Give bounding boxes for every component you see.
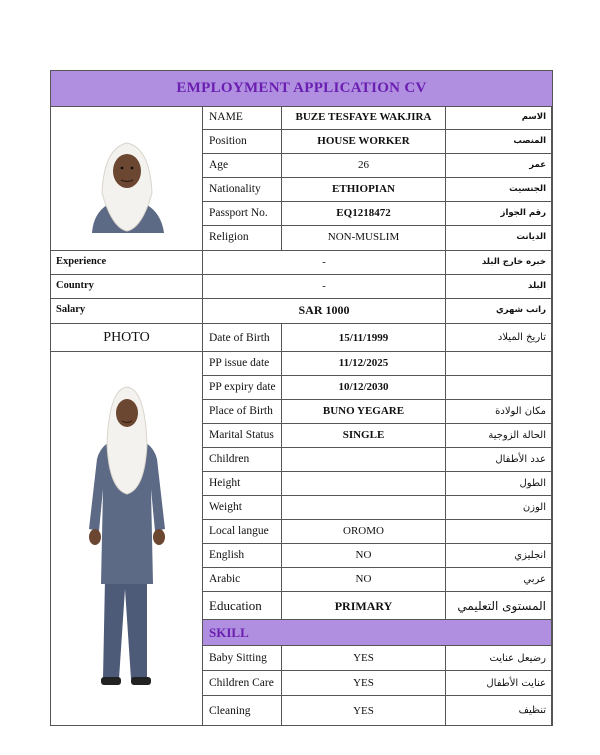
field-arabic-label: الاسم	[446, 106, 552, 130]
skill-label: Children Care	[203, 671, 282, 696]
detail-label: PP issue date	[203, 352, 282, 376]
skill-label: Cleaning	[203, 696, 282, 726]
skill-value: YES	[282, 671, 446, 696]
field-arabic-label: الديانت	[446, 226, 552, 251]
field-arabic-label: الجنسيت	[446, 178, 552, 202]
skill-label: Baby Sitting	[203, 646, 282, 671]
detail-arabic-label: الوزن	[446, 496, 552, 520]
detail-value	[282, 448, 446, 472]
field-label: Age	[203, 154, 282, 178]
country-value: -	[203, 275, 446, 299]
detail-value	[282, 496, 446, 520]
detail-value: OROMO	[282, 520, 446, 544]
detail-label: English	[203, 544, 282, 568]
detail-value: BUNO YEGARE	[282, 400, 446, 424]
country-label: Country	[51, 275, 203, 299]
salary-value: SAR 1000	[203, 299, 446, 324]
field-value: HOUSE WORKER	[282, 130, 446, 154]
experience-value: -	[203, 251, 446, 275]
detail-label: Marital Status	[203, 424, 282, 448]
detail-label: Height	[203, 472, 282, 496]
field-label: Position	[203, 130, 282, 154]
detail-label: Date of Birth	[203, 324, 282, 352]
field-label: Nationality	[203, 178, 282, 202]
detail-value: 11/12/2025	[282, 352, 446, 376]
field-value: BUZE TESFAYE WAKJIRA	[282, 106, 446, 130]
detail-arabic-label: الطول	[446, 472, 552, 496]
experience-arabic: خبره خارج البلد	[446, 251, 552, 275]
field-arabic-label: المنصب	[446, 130, 552, 154]
detail-label: Local langue	[203, 520, 282, 544]
full-body-photo	[67, 379, 187, 699]
field-label: Religion	[203, 226, 282, 251]
salary-label: Salary	[51, 299, 203, 324]
skill-header: SKILL	[203, 620, 552, 646]
detail-label: Place of Birth	[203, 400, 282, 424]
full-body-photo-cell	[51, 352, 203, 726]
detail-value: PRIMARY	[282, 592, 446, 620]
cv-sheet	[50, 70, 553, 726]
headshot-photo	[72, 123, 182, 233]
detail-label: PP expiry date	[203, 376, 282, 400]
detail-value: 10/12/2030	[282, 376, 446, 400]
detail-label: Education	[203, 592, 282, 620]
skill-value: YES	[282, 646, 446, 671]
detail-value: 15/11/1999	[282, 324, 446, 352]
skill-arabic-label: رضيعل عنايت	[446, 646, 552, 671]
detail-arabic-label: تاريخ الميلاد	[446, 324, 552, 352]
headshot-photo-cell	[51, 106, 203, 251]
page-title: EMPLOYMENT APPLICATION CV	[51, 71, 552, 107]
detail-arabic-label: عدد الأطفال	[446, 448, 552, 472]
skill-arabic-label: عنايت الأطفال	[446, 671, 552, 696]
detail-value	[282, 472, 446, 496]
detail-label: Children	[203, 448, 282, 472]
salary-arabic: راتب شهري	[446, 299, 552, 324]
detail-arabic-label: عربي	[446, 568, 552, 592]
field-label: Passport No.	[203, 202, 282, 226]
photo-label: PHOTO	[51, 324, 203, 352]
detail-arabic-label	[446, 352, 552, 376]
detail-value: SINGLE	[282, 424, 446, 448]
detail-arabic-label: المستوى التعليمي	[446, 592, 552, 620]
detail-value: NO	[282, 544, 446, 568]
field-arabic-label: عمر	[446, 154, 552, 178]
field-value: EQ1218472	[282, 202, 446, 226]
detail-value: NO	[282, 568, 446, 592]
detail-label: Weight	[203, 496, 282, 520]
detail-arabic-label: انجليزي	[446, 544, 552, 568]
detail-arabic-label: الحالة الزوجية	[446, 424, 552, 448]
field-value: 26	[282, 154, 446, 178]
experience-label: Experience	[51, 251, 203, 275]
skill-arabic-label: تنظيف	[446, 696, 552, 726]
detail-arabic-label	[446, 376, 552, 400]
detail-arabic-label: مكان الولادة	[446, 400, 552, 424]
detail-label: Arabic	[203, 568, 282, 592]
field-arabic-label: رقم الجواز	[446, 202, 552, 226]
field-label: NAME	[203, 106, 282, 130]
field-value: NON-MUSLIM	[282, 226, 446, 251]
detail-arabic-label	[446, 520, 552, 544]
skill-value: YES	[282, 696, 446, 726]
country-arabic: البلد	[446, 275, 552, 299]
field-value: ETHIOPIAN	[282, 178, 446, 202]
